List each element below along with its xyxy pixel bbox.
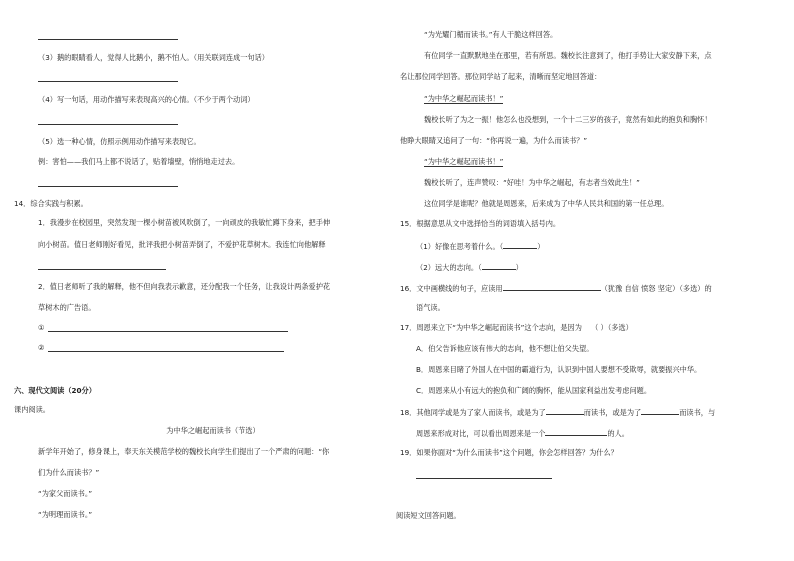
passage-line-r2: 有位同学一直默默地坐在那里，若有所思。魏校长注意到了，他打手势让大家安静下来，点: [424, 51, 712, 60]
q14-1-line1: 1．我漫步在校园里，突然发现一棵小树苗被风吹倒了，一向顽皮的我敏忙蹲下身来，把手伸: [38, 218, 331, 227]
q16-text-b: （犹豫 自信 愤怒 坚定）（多选）的: [600, 284, 712, 293]
q15-2-blank[interactable]: [482, 262, 516, 270]
passage-line-r6: 他睁大眼睛又追问了一句：“你再说一遍，为什么而读书？”: [400, 136, 588, 145]
question-19: 19．如果你面对“为什么而读书”这个问题，你会怎样回答？为什么？: [400, 448, 618, 457]
question-15: 15．根据意思从文中选择恰当的词语填入括号内。: [400, 219, 561, 228]
q14-2-line2: 草树木的广告语。: [38, 303, 96, 312]
slogan-2-line[interactable]: [48, 351, 284, 352]
q18-blank-1[interactable]: [546, 407, 584, 415]
question-18: [400, 407, 715, 417]
q18-text-a: 18．其他同学或是为了家人而读书，或是为了: [400, 408, 546, 417]
passage-line-r3: 名让那位同学回答。那位同学站了起来，清晰而坚定地回答道：: [400, 72, 602, 81]
passage-title: 为中华之崛起而读书（节选）: [166, 426, 260, 435]
slogan-1-marker: ①: [38, 323, 45, 332]
underlined-sentence-2: “为中华之崛起而读书！”: [424, 157, 504, 166]
option-17-c: C．周恩来从小有远大的抱负和广阔的胸怀，能从国家利益出发考虑问题。: [416, 386, 652, 395]
passage-line-r8: 魏校长听了，连声赞叹：“好哇！为中华之崛起，有志者当效此生！”: [424, 178, 640, 187]
next-reading-instruction: 阅读短文回答问题。: [396, 511, 461, 520]
q18-blank-2[interactable]: [641, 407, 679, 415]
question-15-2: [416, 262, 523, 272]
q17-answer-paren[interactable]: （ ）（多选）: [591, 323, 633, 332]
answer-line-q2[interactable]: [38, 39, 178, 40]
passage-line-r1: “为光耀门楣而读书。”有人干脆这样回答。: [424, 30, 558, 39]
question-3: （3）鹅的眼睛看人，觉得人比鹅小，鹅不怕人。（用关联词连成一句话）: [38, 53, 269, 62]
question-5: （5）选一种心情，仿照示例用动作描写来表现它。: [38, 137, 201, 146]
slogan-2-marker: ②: [38, 343, 45, 352]
section-6-title: 六、现代文阅读（20分）: [14, 386, 96, 395]
passage-para3: “为明理而读书。”: [38, 510, 93, 519]
q16-blank[interactable]: [503, 283, 601, 291]
answer-line-q14-1[interactable]: [38, 269, 166, 270]
option-17-a: A．伯父告诉他应该有伟大的志向，他不想让伯父失望。: [416, 344, 594, 353]
q18-blank-3[interactable]: [545, 428, 607, 436]
question-18-cont: [416, 428, 629, 438]
q14-1-line2: 向小树苗。值日老师刚好看见，批评我把小树苗弄倒了，不爱护花草树木。我连忙向他解释: [38, 240, 326, 249]
q18-text-e: 的人。: [607, 429, 629, 438]
question-17: [400, 324, 633, 332]
question-16: [400, 283, 712, 293]
reading-intro: 课内阅读。: [14, 405, 50, 414]
question-16-cont: 语气读。: [416, 303, 445, 312]
answer-line-q5[interactable]: [38, 186, 178, 187]
underlined-sentence-1: “为中华之崛起而读书！”: [424, 94, 504, 103]
q18-text-b: 而读书，或是为了: [583, 408, 642, 417]
example-text: 例：害怕——我们马上都不说话了，贴着墙壁，悄悄地走过去。: [38, 157, 240, 166]
passage-para1-line1: 新学年开始了，修身课上，奉天东关模范学校的魏校长向学生们提出了一个严肃的问题：“你: [38, 447, 330, 456]
q15-2-close: ）: [515, 263, 523, 272]
section-14-title: 14．综合实践与积累。: [14, 199, 88, 208]
q15-1-text: （1）好像在思考着什么。（: [416, 242, 504, 251]
q17-text: 17．周恩来立下“为中华之崛起而读书”这个志向，是因为: [400, 323, 582, 332]
q15-2-text: （2）远大的志向。（: [416, 263, 482, 272]
passage-para1-line2: 们为什么而读书？”: [38, 468, 100, 477]
question-4: （4）写一句话，用动作描写来表现高兴的心情。（不少于两个动词）: [38, 95, 255, 104]
q16-text-a: 16．文中画横线的句子，应读用: [400, 284, 503, 293]
answer-line-q4[interactable]: [38, 124, 178, 125]
passage-line-r5: 魏校长听了为之一振！他怎么也没想到，一个十二三岁的孩子，竟然有如此的抱负和胸怀！: [424, 115, 712, 124]
q15-1-close: ）: [537, 242, 545, 251]
passage-para2: “为家父而读书。”: [38, 489, 93, 498]
q18-text-c: 而读书，与: [679, 408, 716, 417]
option-17-b: B．周恩来目睹了外国人在中国的霸道行为，认识到中国人要想不受欺辱，就要振兴中华。: [416, 365, 702, 374]
q18-text-d: 周恩来形成对比，可以看出周恩来是一个: [416, 429, 546, 438]
question-15-1: [416, 241, 544, 251]
answer-line-q3[interactable]: [38, 81, 178, 82]
passage-line-r9: 这位同学是谁呢？他就是周恩来，后来成为了中华人民共和国的第一任总理。: [424, 199, 669, 208]
q15-1-blank[interactable]: [503, 241, 537, 249]
answer-line-q19[interactable]: [416, 478, 552, 479]
slogan-1-line[interactable]: [48, 331, 288, 332]
q14-2-line1: 2．值日老师听了我的解释，他不但向我表示歉意，还分配我一个任务，让我设计两条爱护花: [38, 282, 331, 291]
